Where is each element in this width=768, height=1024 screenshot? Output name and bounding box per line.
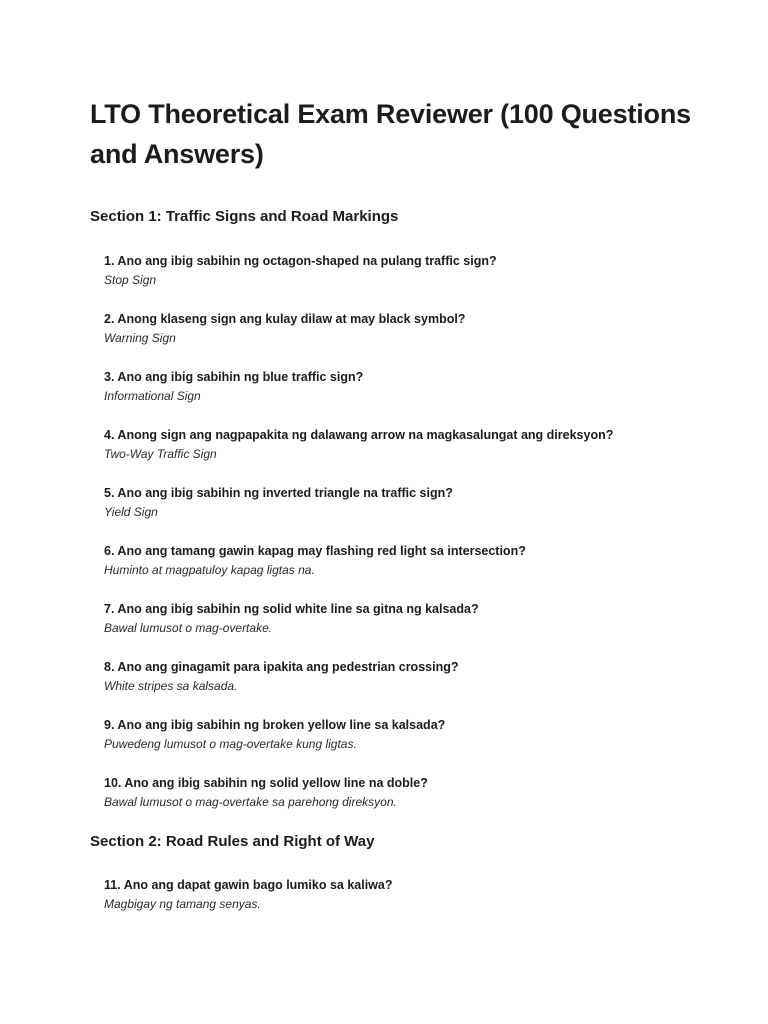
qa-item: [104, 310, 724, 348]
qa-item: [104, 252, 724, 290]
qa-item: [104, 542, 724, 580]
answer-text: Huminto at magpatuloy kapag ligtas na.: [104, 563, 315, 577]
question-text: 11. Ano ang dapat gawin bago lumiko sa kaliwa?: [104, 878, 393, 892]
answer-text: Puwedeng lumusot o mag-overtake kung ligtas.: [104, 737, 357, 751]
document-title: LTO Theoretical Exam Reviewer (100 Questions and Answers): [90, 99, 691, 169]
question-text: 7. Ano ang ibig sabihin ng solid white line sa gitna ng kalsada?: [104, 602, 479, 616]
answer-text: Stop Sign: [104, 273, 157, 287]
qa-item: [104, 484, 724, 522]
qa-item: [104, 876, 724, 914]
qa-item: [104, 658, 724, 696]
answer-text: Bawal lumusot o mag-overtake sa parehong direksyon.: [104, 795, 397, 809]
question-text: 6. Ano ang tamang gawin kapag may flashing red light sa intersection?: [104, 544, 526, 558]
section-heading: Section 2: Road Rules and Right of Way: [90, 833, 375, 850]
section-heading: Section 1: Traffic Signs and Road Markings: [90, 208, 399, 225]
answer-text: White stripes sa kalsada.: [104, 679, 238, 693]
question-text: 3. Ano ang ibig sabihin ng blue traffic sign?: [104, 370, 364, 384]
answer-text: Two-Way Traffic Sign: [104, 447, 217, 461]
qa-item: [104, 426, 724, 464]
question-text: 9. Ano ang ibig sabihin ng broken yellow line sa kalsada?: [104, 718, 446, 732]
question-text: 10. Ano ang ibig sabihin ng solid yellow line na doble?: [104, 776, 428, 790]
answer-text: Yield Sign: [104, 505, 158, 519]
qa-item: [104, 716, 724, 754]
question-text: 5. Ano ang ibig sabihin ng inverted triangle na traffic sign?: [104, 486, 453, 500]
answer-text: Bawal lumusot o mag-overtake.: [104, 621, 273, 635]
answer-text: Magbigay ng tamang senyas.: [104, 897, 261, 911]
question-text: 4. Anong sign ang nagpapakita ng dalawang arrow na magkasalungat ang direksyon?: [104, 428, 614, 442]
question-text: 8. Ano ang ginagamit para ipakita ang pedestrian crossing?: [104, 660, 459, 674]
answer-text: Informational Sign: [104, 389, 201, 403]
qa-item: [104, 600, 724, 638]
question-text: 1. Ano ang ibig sabihin ng octagon-shaped na pulang traffic sign?: [104, 254, 497, 268]
answer-text: Warning Sign: [104, 331, 176, 345]
qa-item: [104, 368, 724, 406]
qa-item: [104, 774, 724, 812]
question-text: 2. Anong klaseng sign ang kulay dilaw at may black symbol?: [104, 312, 466, 326]
